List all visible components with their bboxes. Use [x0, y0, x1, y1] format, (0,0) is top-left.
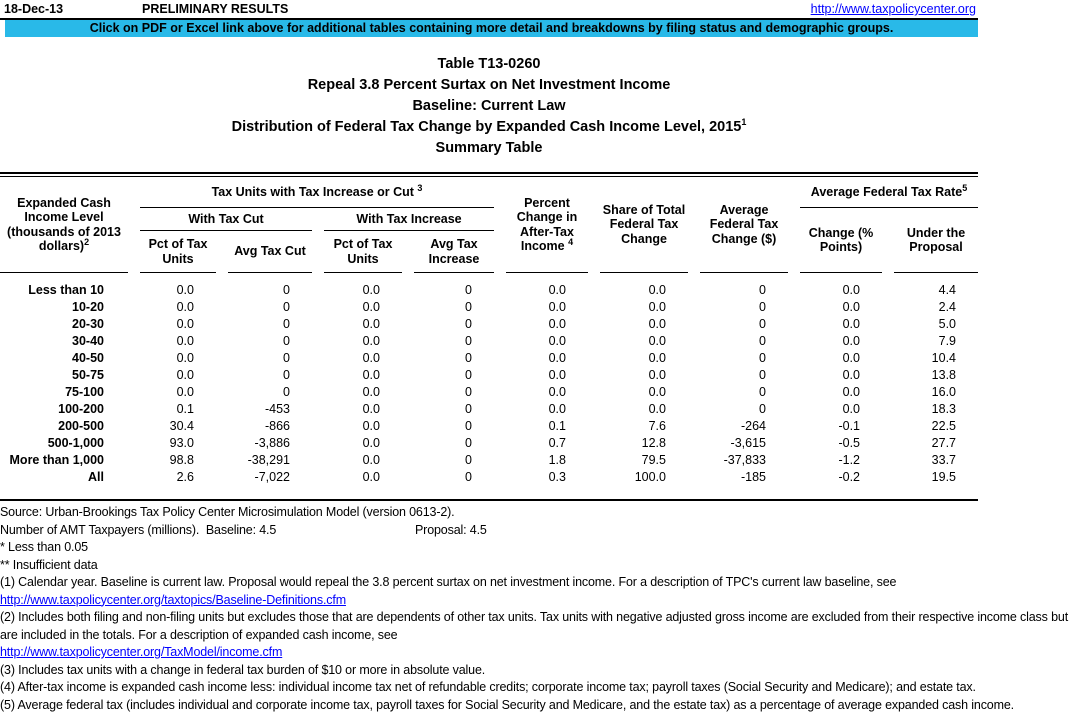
cell-value: 0.0 — [140, 350, 216, 367]
cell-value: 33.7 — [894, 452, 978, 469]
cell-value: 30.4 — [140, 418, 216, 435]
cell-value: 0.0 — [506, 367, 588, 384]
cell-value: 0.0 — [800, 384, 882, 401]
cell-value: 0 — [414, 316, 494, 333]
table-title-block — [0, 54, 978, 159]
row-label: 10-20 — [0, 299, 128, 316]
cell-value: 100.0 — [600, 469, 688, 486]
footnote-1: (1) Calendar year. Baseline is current law. Proposal would repeal the 3.8 percent surtax on net investment income. For a description of TPC's current law baseline, see — [0, 574, 1088, 592]
cell-value: 0.0 — [324, 469, 402, 486]
col-header-share-total: Share of Total Federal Tax Change — [600, 177, 688, 273]
cell-value: 0.0 — [600, 384, 688, 401]
cell-value: 0 — [414, 452, 494, 469]
table-row — [0, 299, 978, 316]
cell-value: 0 — [700, 299, 788, 316]
cell-value: 0.0 — [324, 401, 402, 418]
cell-value: 0.0 — [800, 299, 882, 316]
cell-value: 0 — [700, 384, 788, 401]
cell-value: 0.0 — [140, 282, 216, 299]
taxpolicycenter-link[interactable]: http://www.taxpolicycenter.org — [811, 2, 976, 16]
col-header-avg-tax-increase: Avg Tax Increase — [414, 231, 494, 273]
cell-value: 0 — [228, 367, 312, 384]
title-baseline: Baseline: Current Law — [0, 96, 978, 117]
cell-value: -453 — [228, 401, 312, 418]
cell-value: 0.0 — [800, 282, 882, 299]
cell-value: 0 — [414, 299, 494, 316]
cell-value: 0.0 — [600, 367, 688, 384]
cell-value: 0 — [228, 333, 312, 350]
cell-value: 0.0 — [506, 282, 588, 299]
footnote-source: Source: Urban-Brookings Tax Policy Center Microsimulation Model (version 0613-2). — [0, 504, 1088, 522]
pdf-excel-notice-banner: Click on PDF or Excel link above for additional tables containing more detail and breakdowns by filing status and demographic groups. — [5, 20, 978, 37]
data-table — [0, 177, 990, 486]
cell-value: 0 — [414, 469, 494, 486]
cell-value: 0.0 — [324, 435, 402, 452]
cell-value: 0.0 — [800, 350, 882, 367]
footnote-amt-proposal: Proposal: 4.5 — [415, 522, 487, 540]
topbar — [0, 0, 978, 20]
cell-value: 0 — [700, 282, 788, 299]
cell-value: 0 — [700, 316, 788, 333]
title-summary: Summary Table — [0, 138, 978, 159]
col-header-avg-change: Average Federal Tax Change ($) — [700, 177, 788, 273]
title-distribution: Distribution of Federal Tax Change by Expanded Cash Income Level, 2015$^1$ — [0, 117, 978, 138]
cell-value: 13.8 — [894, 367, 978, 384]
table-row — [0, 350, 978, 367]
cell-value: -37,833 — [700, 452, 788, 469]
footnote-ref-1: 1 — [741, 117, 746, 127]
row-label: All — [0, 469, 128, 486]
cell-value: 1.8 — [506, 452, 588, 469]
col-group-tax-units: Tax Units with Tax Increase or Cut $^3$ — [140, 177, 494, 208]
cell-value: 0.0 — [324, 384, 402, 401]
cell-value: 0.0 — [506, 333, 588, 350]
table-number: Table T13-0260 — [0, 54, 978, 75]
cell-value: 98.8 — [140, 452, 216, 469]
footnote-ref-3: 3 — [417, 183, 422, 193]
cell-value: 0.0 — [506, 401, 588, 418]
cell-value: 0.0 — [800, 333, 882, 350]
cell-value: 0.1 — [140, 401, 216, 418]
table-header — [0, 177, 978, 273]
table-body — [0, 273, 978, 486]
report-date: 18-Dec-13 — [4, 2, 142, 16]
table-row — [0, 367, 978, 384]
cell-value: 0.0 — [324, 418, 402, 435]
cell-value: 0.0 — [800, 401, 882, 418]
cell-value: 0 — [700, 367, 788, 384]
baseline-definitions-link[interactable]: http://www.taxpolicycenter.org/taxtopics/Baseline-Definitions.cfm — [0, 593, 346, 607]
cell-value: 0.0 — [800, 316, 882, 333]
cell-value: -3,615 — [700, 435, 788, 452]
table-row — [0, 384, 978, 401]
footnote-5: (5) Average federal tax (includes individual and corporate income tax, payroll taxes for Social Security and Medicare, and the estate tax) as a percentage of average expanded cash income. — [0, 697, 1088, 714]
row-label: 20-30 — [0, 316, 128, 333]
row-label: 100-200 — [0, 401, 128, 418]
cell-value: 79.5 — [600, 452, 688, 469]
row-label: 30-40 — [0, 333, 128, 350]
cell-value: 0 — [414, 333, 494, 350]
footnote-less-than: * Less than 0.05 — [0, 539, 1088, 557]
cell-value: 0.0 — [800, 367, 882, 384]
cell-value: 0.0 — [600, 316, 688, 333]
cell-value: 0.0 — [324, 350, 402, 367]
cell-value: 0 — [700, 401, 788, 418]
col-header-rate-change: Change (% Points) — [800, 208, 882, 273]
cell-value: 0 — [414, 350, 494, 367]
cell-value: 0.0 — [506, 299, 588, 316]
cell-value: 0 — [228, 299, 312, 316]
cell-value: -264 — [700, 418, 788, 435]
footnote-amt — [0, 522, 1088, 540]
footnote-2: (2) Includes both filing and non-filing units but excludes those that are dependents of other tax units. Tax units with negative adjusted gross income are excluded from their respective income class but are included in the totals. For a description of expanded cash income, see — [0, 609, 1088, 644]
col-group-with-tax-increase: With Tax Increase — [324, 208, 494, 231]
cell-value: 0 — [414, 282, 494, 299]
cell-value: 0 — [414, 418, 494, 435]
row-label: 50-75 — [0, 367, 128, 384]
cell-value: 0.0 — [600, 282, 688, 299]
cell-value: 0.0 — [600, 299, 688, 316]
cell-value: 0.0 — [140, 299, 216, 316]
table-row — [0, 333, 978, 350]
cell-value: 0.0 — [140, 384, 216, 401]
cell-value: -3,886 — [228, 435, 312, 452]
cell-value: 2.4 — [894, 299, 978, 316]
cell-value: 4.4 — [894, 282, 978, 299]
footnote-link-income — [0, 644, 1088, 662]
footnote-insufficient: ** Insufficient data — [0, 557, 1088, 575]
cell-value: 12.8 — [600, 435, 688, 452]
cell-value: 0 — [414, 367, 494, 384]
cell-value: 0 — [414, 384, 494, 401]
table-row — [0, 316, 978, 333]
cell-value: -1.2 — [800, 452, 882, 469]
cell-value: 27.7 — [894, 435, 978, 452]
footnote-4: (4) After-tax income is expanded cash income less: individual income tax net of refundable credits; corporate income tax; payroll taxes (Social Security and Medicare); and estate tax. — [0, 679, 1088, 697]
cell-value: 0.0 — [140, 316, 216, 333]
cell-value: -7,022 — [228, 469, 312, 486]
cell-value: 0.7 — [506, 435, 588, 452]
cell-value: 0.0 — [324, 316, 402, 333]
col-group-with-tax-cut: With Tax Cut — [140, 208, 312, 231]
cell-value: 0.0 — [324, 333, 402, 350]
cell-value: 0 — [228, 384, 312, 401]
row-label: 200-500 — [0, 418, 128, 435]
table-row — [0, 469, 978, 486]
cell-value: 5.0 — [894, 316, 978, 333]
cell-value: -185 — [700, 469, 788, 486]
cell-value: 0.0 — [506, 316, 588, 333]
cell-value: 18.3 — [894, 401, 978, 418]
row-label: More than 1,000 — [0, 452, 128, 469]
cell-value: 0 — [414, 401, 494, 418]
footnote-ref-5: 5 — [962, 183, 967, 193]
cell-value: 0.1 — [506, 418, 588, 435]
row-label: Less than 10 — [0, 282, 128, 299]
cell-value: 2.6 — [140, 469, 216, 486]
footnote-ref-2: 2 — [84, 237, 89, 247]
cell-value: -0.2 — [800, 469, 882, 486]
footnote-ref-4: 4 — [568, 237, 573, 247]
cell-value: 19.5 — [894, 469, 978, 486]
footnote-amt-baseline: Number of AMT Taxpayers (millions). Baseline: 4.5 — [0, 523, 276, 537]
cell-value: 10.4 — [894, 350, 978, 367]
cell-value: -0.5 — [800, 435, 882, 452]
col-group-avg-federal-tax-rate: Average Federal Tax Rate$^5$ — [800, 177, 978, 208]
table-row — [0, 452, 978, 469]
cell-value: 0.0 — [324, 299, 402, 316]
cell-value: 0 — [414, 435, 494, 452]
footnote-link-baseline-definitions — [0, 592, 1088, 610]
cell-value: -38,291 — [228, 452, 312, 469]
table-row — [0, 282, 978, 299]
cell-value: 93.0 — [140, 435, 216, 452]
row-label: 75-100 — [0, 384, 128, 401]
cell-value: 0.0 — [506, 384, 588, 401]
cell-value: 0 — [700, 333, 788, 350]
cell-value: 0.0 — [324, 367, 402, 384]
title-proposal: Repeal 3.8 Percent Surtax on Net Investment Income — [0, 75, 978, 96]
cell-value: 16.0 — [894, 384, 978, 401]
col-header-pct-change-after-tax: Percent Change in After-Tax Income $^4$ — [506, 177, 588, 273]
cell-value: 22.5 — [894, 418, 978, 435]
summary-table — [0, 172, 978, 501]
table-row — [0, 435, 978, 452]
footnote-3: (3) Includes tax units with a change in federal tax burden of $10 or more in absolute value. — [0, 662, 1088, 680]
table-bottom-rule — [0, 499, 978, 501]
col-header-pct-units-increase: Pct of Tax Units — [324, 231, 402, 273]
cell-value: 0.0 — [600, 350, 688, 367]
cell-value: -866 — [228, 418, 312, 435]
taxmodel-income-link[interactable]: http://www.taxpolicycenter.org/TaxModel/income.cfm — [0, 645, 282, 659]
col-header-avg-tax-cut: Avg Tax Cut — [228, 231, 312, 273]
cell-value: 0.0 — [600, 333, 688, 350]
cell-value: 0.0 — [600, 401, 688, 418]
preliminary-results-label: PRELIMINARY RESULTS — [142, 2, 288, 16]
cell-value: 0 — [228, 350, 312, 367]
table-row — [0, 401, 978, 418]
cell-value: 7.9 — [894, 333, 978, 350]
cell-value: 7.6 — [600, 418, 688, 435]
cell-value: 0 — [700, 350, 788, 367]
cell-value: 0.0 — [506, 350, 588, 367]
cell-value: 0.0 — [140, 367, 216, 384]
cell-value: 0.0 — [140, 333, 216, 350]
col-header-rate-under-proposal: Under the Proposal — [894, 208, 978, 273]
cell-value: 0.0 — [324, 452, 402, 469]
footnotes-block — [0, 504, 1088, 714]
header-body-spacer — [0, 273, 978, 282]
row-label: 40-50 — [0, 350, 128, 367]
cell-value: 0.3 — [506, 469, 588, 486]
row-label: 500-1,000 — [0, 435, 128, 452]
col-header-income-level: Expanded Cash Income Level (thousands of 2013 dollars)$^2$ — [0, 177, 128, 273]
cell-value: -0.1 — [800, 418, 882, 435]
table-row — [0, 418, 978, 435]
cell-value: 0.0 — [324, 282, 402, 299]
cell-value: 0 — [228, 282, 312, 299]
cell-value: 0 — [228, 316, 312, 333]
col-header-pct-units-cut: Pct of Tax Units — [140, 231, 216, 273]
